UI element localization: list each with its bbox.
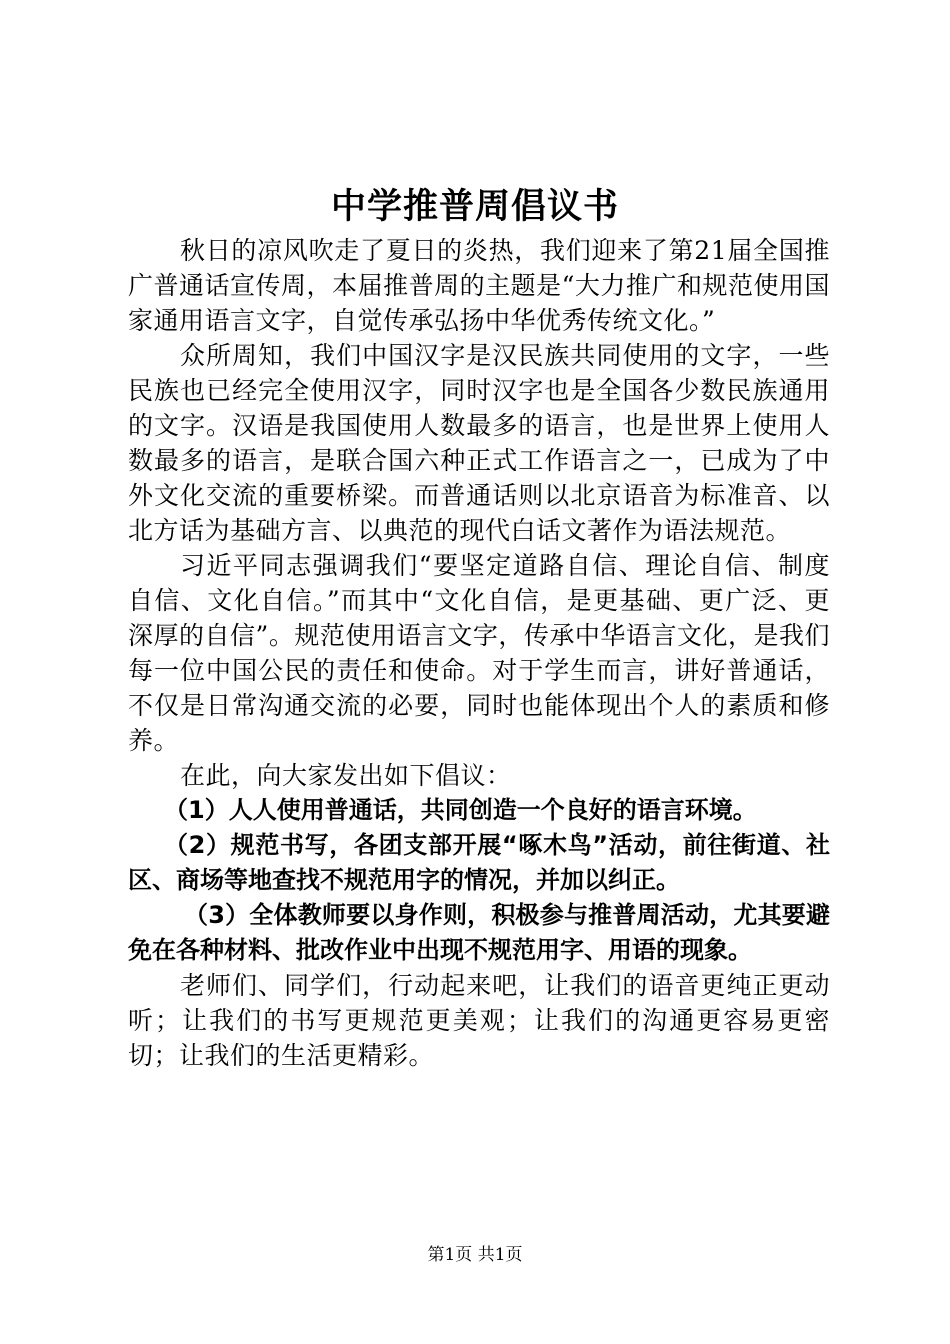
paragraph-closing: 老师们、同学们，行动起来吧，让我们的语音更纯正更动听；让我们的书写更规范更美观；让我们的沟通更容易更密切；让我们的生活更精彩。 xyxy=(128,971,830,1070)
page-number-footer: 第1页 共1页 xyxy=(427,1245,523,1265)
paragraph-chinese-characters: 众所周知，我们中国汉字是汉民族共同使用的文字，一些民族也已经完全使用汉字，同时汉字也是全国各少数民族通用的文字。汉语是我国使用人数最多的语言，也是世界上使用人数最多的语言，是联合国六种正式工作语言之一，已成为了中外文化交流的重要桥梁。而普通话则以北京语音为标准音、以北方话为基础方言、以典范的现代白话文著作为语法规范。 xyxy=(128,341,830,545)
proposal-item-1: （1）人人使用普通话，共同创造一个良好的语言环境。 xyxy=(164,796,757,824)
document-body xyxy=(128,233,830,1073)
paragraph-cultural-confidence: 习近平同志强调我们“要坚定道路自信、理论自信、制度自信、文化自信。”而其中“文化自信，是更基础、更广泛、更深厚的自信”。规范使用语言文字，传承中华语言文化，是我们每一位中国公民的责任和使命。对于学生而言，讲好普通话，不仅是日常沟通交流的必要，同时也能体现出个人的素质和修养。 xyxy=(128,551,830,755)
document-title: 中学推普周倡议书 xyxy=(330,187,619,227)
proposal-item-3: （3）全体教师要以身作则，积极参与推普周活动，尤其要避免在各种材料、批改作业中出现不规范用字、用语的现象。 xyxy=(128,901,830,964)
paragraph-intro: 秋日的凉风吹走了夏日的炎热，我们迎来了第21届全国推广普通话宣传周，本届推普周的主题是“大力推广和规范使用国家通用语言文字，自觉传承弘扬中华优秀传统文化。” xyxy=(128,236,830,335)
proposal-item-2: （2）规范书写，各团支部开展“啄木鸟”活动，前往街道、社区、商场等地查找不规范用字的情况，并加以纠正。 xyxy=(128,831,830,894)
paragraph-proposal-intro: 在此，向大家发出如下倡议： xyxy=(180,761,512,790)
